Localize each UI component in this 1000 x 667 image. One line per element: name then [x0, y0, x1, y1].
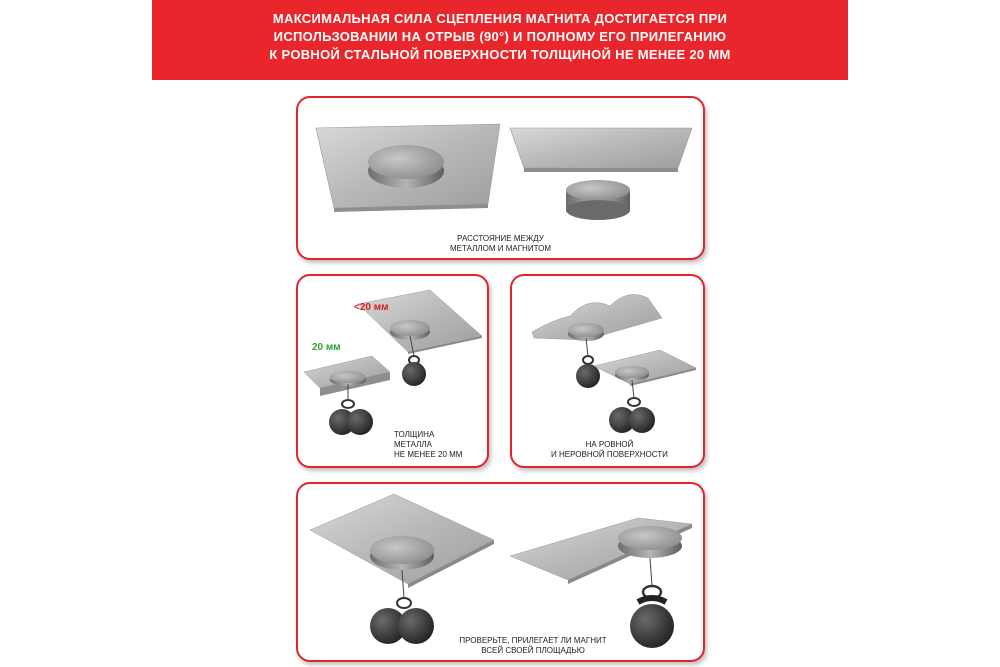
- header-text: [152, 10, 848, 64]
- thickness-caption-line-1: ТОЛЩИНА: [394, 430, 435, 439]
- panel-distance: [296, 96, 705, 260]
- contact-caption-line-1: ПРОВЕРЬТЕ, ПРИЛЕГАЕТ ЛИ МАГНИТ: [459, 636, 607, 645]
- surface-caption: [522, 440, 697, 460]
- full-contact-plate: [310, 494, 494, 644]
- kettlebell-icon: [630, 604, 674, 648]
- plate-with-gap-magnet: [510, 128, 692, 220]
- kettlebell-icon: [398, 608, 434, 644]
- surface-caption-line-1: НА РОВНОЙ: [585, 440, 634, 449]
- surface-caption-line-2: И НЕРОВНОЙ ПОВЕРХНОСТИ: [551, 450, 668, 459]
- thick-plate: [304, 356, 390, 435]
- thick-plate-label: 20 мм: [312, 342, 341, 353]
- distance-caption-line-1: РАССТОЯНИЕ МЕЖДУ: [457, 234, 544, 243]
- header-banner: [152, 0, 848, 80]
- header-line-1: МАКСИМАЛЬНАЯ СИЛА СЦЕПЛЕНИЯ МАГНИТА ДОСТИГАЕТСЯ ПРИ: [272, 11, 728, 26]
- kettlebell-icon: [629, 407, 655, 433]
- contact-caption: [448, 636, 618, 656]
- panel-contact: [296, 482, 705, 662]
- thickness-caption: [394, 430, 486, 460]
- distance-caption: [418, 234, 583, 254]
- contact-caption-line-2: ВСЕЙ СВОЕЙ ПЛОЩАДЬЮ: [481, 646, 585, 655]
- thickness-caption-line-3: НЕ МЕНЕЕ 20 ММ: [394, 450, 463, 459]
- kettlebell-icon: [576, 364, 600, 388]
- kettlebell-icon: [347, 409, 373, 435]
- partial-contact-plate: [510, 518, 692, 648]
- plate-with-attached-magnet: [316, 124, 500, 212]
- thickness-caption-line-2: МЕТАЛЛА: [394, 440, 432, 449]
- distance-caption-line-2: МЕТАЛЛОМ И МАГНИТОМ: [450, 244, 551, 253]
- thin-plate-label: <20 мм: [354, 302, 389, 313]
- panel-surface: [510, 274, 705, 468]
- panel-thickness: [296, 274, 489, 468]
- flat-plate: [594, 350, 696, 433]
- surface-illustration: [512, 276, 703, 466]
- contact-illustration: [298, 484, 703, 660]
- kettlebell-icon: [402, 362, 426, 386]
- header-line-3: К РОВНОЙ СТАЛЬНОЙ ПОВЕРХНОСТИ ТОЛЩИНОЙ НЕ МЕНЕЕ 20 ММ: [269, 47, 731, 62]
- header-line-2: ИСПОЛЬЗОВАНИИ НА ОТРЫВ (90°) И ПОЛНОМУ ЕГО ПРИЛЕГАНИЮ: [273, 29, 727, 44]
